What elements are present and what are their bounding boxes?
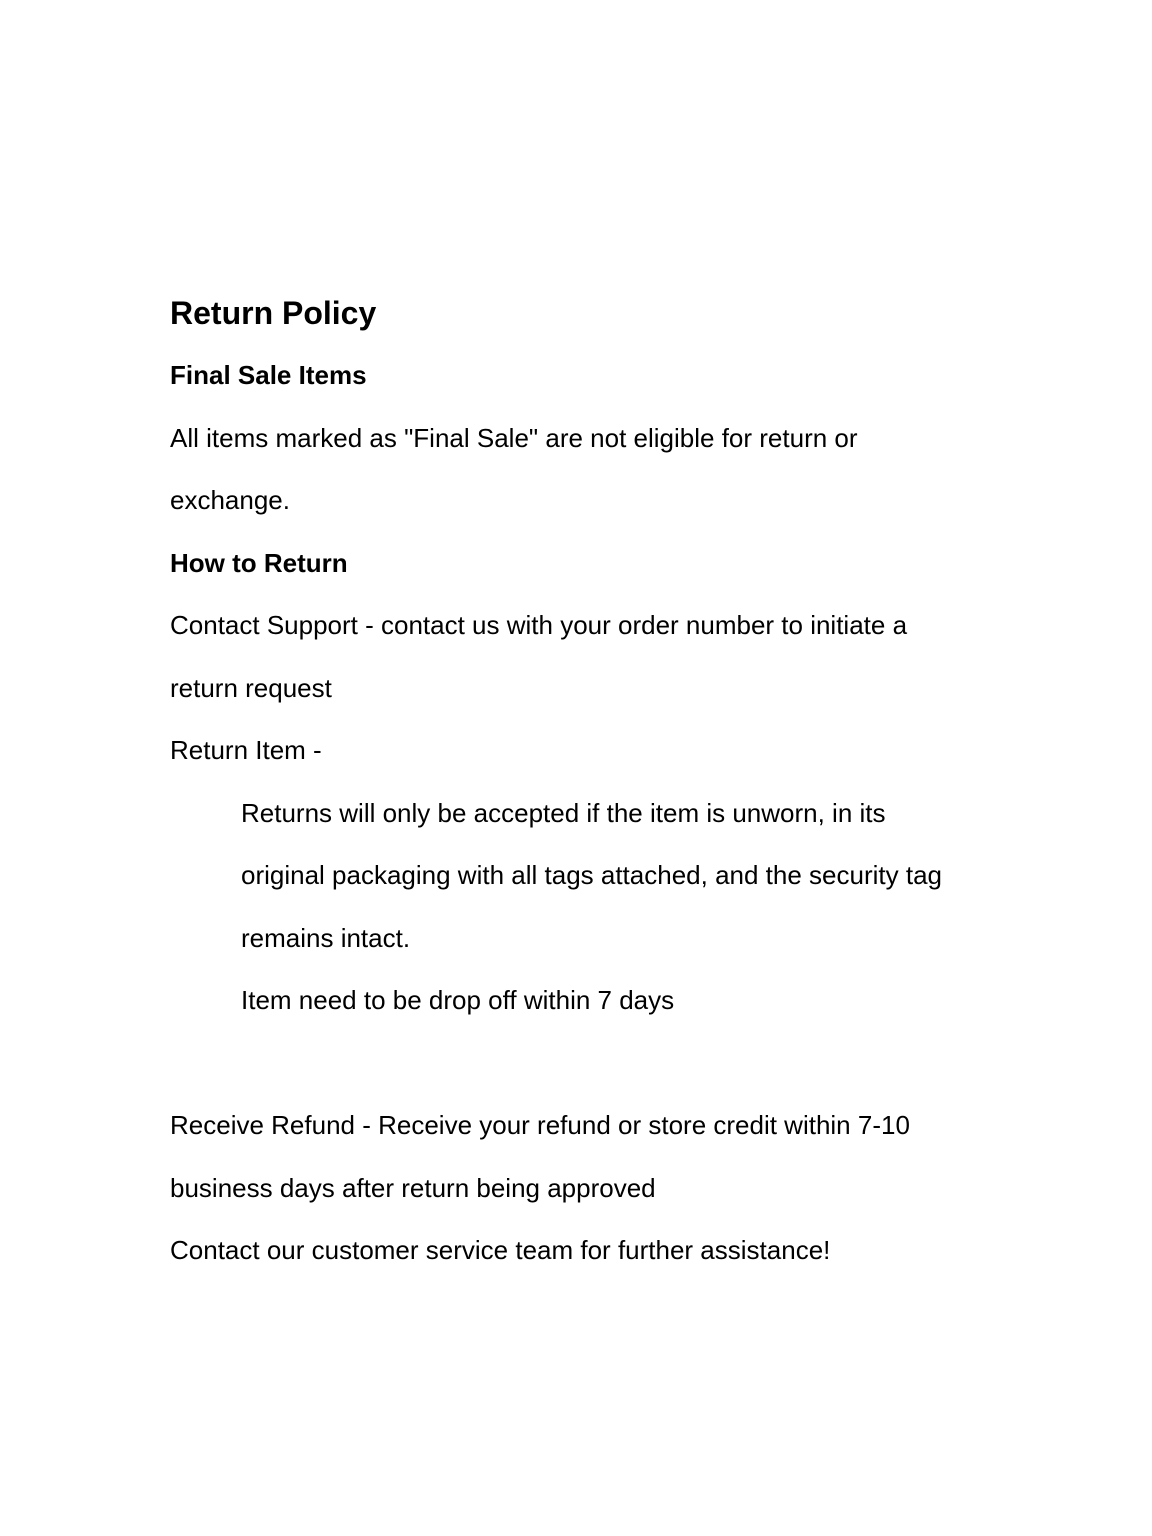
section-heading-final-sale: Final Sale Items [170,360,367,390]
contact-support-paragraph [170,594,1030,719]
return-item-conditions-paragraph [170,782,1030,1032]
receive-refund-paragraph [170,1094,1030,1219]
contact-support-line: Contact Support - contact us with your order number to initiate a [170,610,908,640]
receive-refund-line: Receive Refund - Receive your refund or store credit within 7-10 [170,1110,910,1140]
document-body [170,282,1030,1282]
final-sale-line: exchange. [170,485,290,515]
return-conditions-line: remains intact. [241,922,411,953]
drop-off-line: Item need to be drop off within 7 days [241,985,675,1015]
closing-line: Contact our customer service team for further assistance! [170,1235,831,1265]
return-item-label-text: Return Item - [170,735,322,765]
page-title: Return Policy [170,295,377,331]
contact-support-line: return request [170,672,332,703]
return-item-label [170,719,1030,782]
section-heading-how-to-return: How to Return [170,547,348,578]
return-conditions-line: Returns will only be accepted if the item is unworn, in its [241,797,886,828]
final-sale-paragraph [170,407,1030,532]
receive-refund-line: business days after return being approved [170,1172,656,1203]
blank-line [170,1032,1030,1095]
return-conditions-line: original packaging with all tags attached, and the security tag [241,860,942,890]
closing-paragraph [170,1219,1030,1282]
final-sale-line: All items marked as "Final Sale" are not eligible for return or [170,422,858,453]
